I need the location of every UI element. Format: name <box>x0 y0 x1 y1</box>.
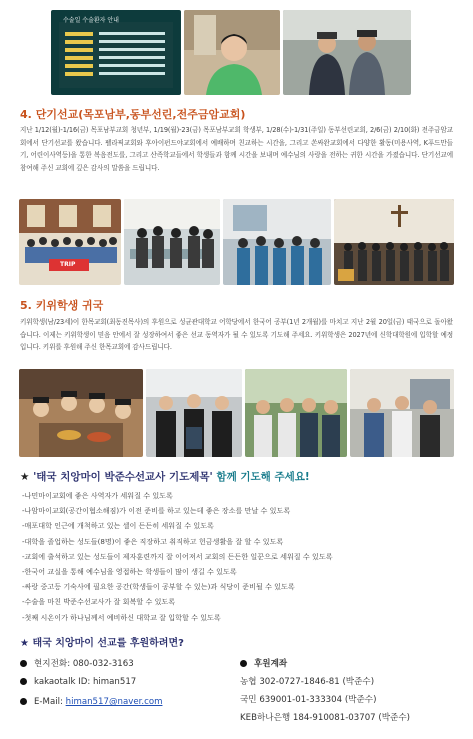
email-label: E-Mail: <box>34 697 66 707</box>
photo-two-men <box>283 10 411 95</box>
photo-worship-service <box>334 199 454 285</box>
account-heading: 후원계좌 <box>254 659 288 669</box>
photo-kfood-activity <box>124 199 220 285</box>
photo-school-visit <box>223 199 331 285</box>
section-4-paragraph: 지난 1/12(월)-1/16(금) 목포남부교회 청년부, 1/19(월)-23(금) 목포남부교회 학생부, 1/28(수)-1/31(주일) 동부선린교회, 2/6(금) 2/10(화) 전주금암교회에서 단기선교를 왔습니다. 펠라픽교회와 후아이펀드야교회에서 예배하며 친교하는 시간을, 그리고 쏜싸완교회에서 다양한 활동(미용사역, K푸드만들기, 어린이사역등)을 통한 복음전도를, 그리고 산족학교들에서 학생들과 함께 시간을 보내며 예수님의 사랑을 전하는 귀한 시간을 가졌습니다. 단기선교에 참여해 주신 교회에 깊은 감사의 말씀을 드립니다. <box>20 126 453 172</box>
phone-text: 현지전화: 080-032-3163 <box>34 659 134 669</box>
photo-kiwi-arrival <box>146 369 242 457</box>
prayer-item: -나암마이교회(공간이협소해짐)가 이전 준비를 하고 있는데 좋은 장소를 만날 수 있도록 <box>22 506 291 516</box>
prayer-title: '태국 치앙마이 박준수선교사 기도제목' <box>33 471 213 483</box>
section-5-title <box>20 297 103 313</box>
photo-kiwi-group <box>245 369 347 457</box>
photo-board-title: 수술일 수술환자 안내 <box>63 17 119 24</box>
section-5-number: 5. <box>20 299 32 312</box>
bullet-icon <box>20 660 27 667</box>
prayer-item: -싸랑 중고등 기숙사에 필요한 공간(학생들이 공부할 수 있는)과 식당이 준비될 수 있도록 <box>22 582 295 592</box>
kakao-line <box>20 677 136 687</box>
photo-surgery-board <box>51 10 181 95</box>
prayer-item: -대학을 졸업하는 성도들(8명)이 좋은 직장하고 취직하고 헌금생활을 잘 할 수 있도록 <box>22 536 284 546</box>
prayer-item: -한국어 교실을 통해 예수님을 영접하는 학생들이 많이 생길 수 있도록 <box>22 566 237 576</box>
account-nh: 농협 302-0727-1846-81 (박준수) <box>240 677 375 687</box>
section-4-heading: 단기선교(목포남부,동부선린,전주금암교회) <box>35 108 246 121</box>
email-link[interactable]: himan517@naver.com <box>65 697 163 707</box>
photo-woman-portrait <box>184 10 280 95</box>
email-line <box>20 697 162 707</box>
account-keb: KEB하나은행 184-910081-03707 (박준수) <box>240 713 410 723</box>
prayer-item: -매포대학 인근에 개척하고 있는 셀이 든든히 세워질 수 있도록 <box>22 521 214 531</box>
support-heading: ★ 태국 치앙마이 선교를 후원하려면? <box>20 638 184 649</box>
bullet-icon <box>20 698 27 705</box>
bullet-icon <box>20 678 27 685</box>
account-kb: 국민 639001-01-333304 (박준수) <box>240 695 377 705</box>
section-5-paragraph: 키위학생(남/23세)이 한목교회(최동진목사)의 후원으로 성균관대학교 어학당에서 한국어 공부(1년 2개월)를 마치고 지난 2월 20일(금) 태국으로 돌아왔습니다. 이제는 키위학생이 믿음 안에서 잘 성장하여서 좋은 선교 동역자가 될 수 있도록 기도해 주세요. 키위학생은 2027년에 신학대학원에 입학할 예정입니다. 키위를 후원해 주신 한목교회에 감사드립니다. <box>20 318 453 352</box>
trip-banner-text: TRIP <box>60 261 76 268</box>
bullet-icon <box>240 660 247 667</box>
section-5-heading: 키위학생 귀국 <box>35 299 104 312</box>
photo-kiwi-meal <box>19 369 143 457</box>
photo-group-trip <box>19 199 121 285</box>
prayer-heading <box>20 469 310 484</box>
kakao-text: kakaotalk ID: himan517 <box>34 677 137 687</box>
prayer-subtitle: 함께 기도해 주세요! <box>212 471 310 483</box>
star-icon: ★ <box>20 471 30 483</box>
prayer-item: -수술을 마친 박준수선교사가 잘 회복할 수 있도록 <box>22 597 176 607</box>
prayer-list <box>22 488 333 625</box>
account-heading-line <box>240 657 287 669</box>
prayer-item: -첫째 시온이가 하나님께서 예비하신 대학교 잘 입학할 수 있도록 <box>22 612 221 622</box>
prayer-item: -교회에 출석하고 있는 성도들이 제자훈련까지 잘 이어져서 교회의 든든한 일꾼으로 세워질 수 있도록 <box>22 551 333 561</box>
section-4-title <box>20 106 245 122</box>
photo-kiwi-family <box>350 369 454 457</box>
section-4-number: 4. <box>20 108 32 121</box>
phone-line <box>20 657 134 669</box>
prayer-item: -나민마이교회에 좋은 사역자가 세워질 수 있도록 <box>22 491 173 500</box>
